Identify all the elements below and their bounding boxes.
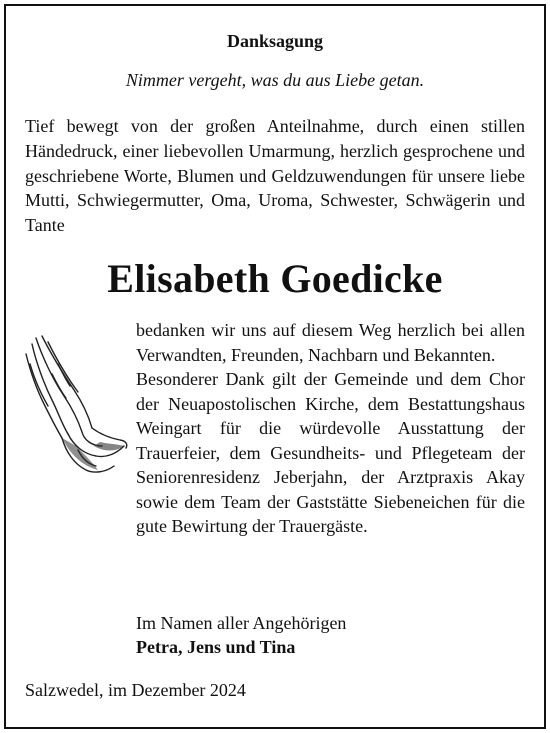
intro-paragraph: Tief bewegt von der großen Anteilnahme, durch einen stillen Händedruck, einer liebevollen Umarmung, herzlich gesprochene und geschriebene Worte, Blumen und Geldzuwendungen für unsere liebe Mutti, Schwiegermutter, Oma, Uroma, Schwester, Schwägerin und Tante	[25, 116, 525, 236]
praying-hands-icon	[22, 334, 130, 474]
special-thanks-paragraph: Besonderer Dank gilt der Gemeinde und dem Chor der Neuapostolischen Kirche, dem Bestattungshaus Weingart für die würdevolle Ausstattung der Trauerfeier, dem Gesundheits- und Pflegeteam der Seniorenresidenz Jeberjahn, der Arztpraxis Akay sowie dem Team der Gaststätte Siebeneichen für die gute Bewirtung der Trauergäste.	[136, 369, 525, 536]
signoff-line: Im Namen aller Angehörigen	[136, 613, 347, 633]
thanks-paragraph: bedanken wir uns auf diesem Weg herzlich bei allen Verwandten, Freunden, Nachbarn und Bekannten.	[136, 320, 525, 365]
thanks-text	[136, 318, 525, 539]
deceased-name: Elisabeth Goedicke	[107, 256, 443, 301]
notice-motto: Nimmer vergeht, was du aus Liebe getan.	[125, 70, 425, 90]
notice-heading: Danksagung	[226, 31, 324, 51]
place-date: Salzwedel, im Dezember 2024	[25, 680, 246, 700]
signoff	[136, 611, 525, 659]
signoff-names: Petra, Jens und Tina	[136, 637, 296, 657]
